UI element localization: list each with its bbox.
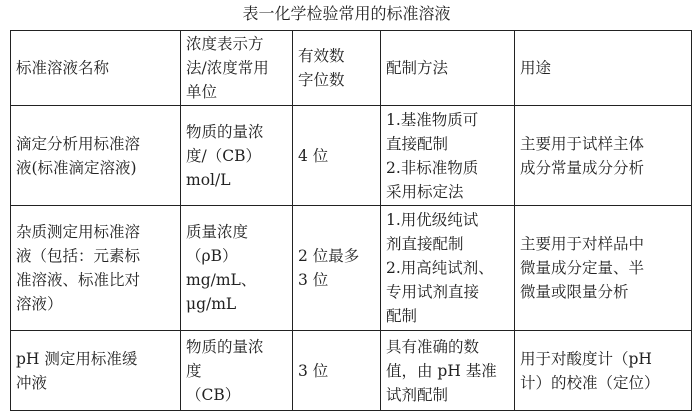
cell-usage: [515, 31, 692, 106]
cell-line: 3 位: [298, 271, 329, 289]
cell-line: 准溶液、标准比对: [16, 271, 141, 289]
cell-line: 1.用优级纯试: [386, 211, 479, 229]
cell-line: 用途: [520, 59, 552, 77]
cell-line: 试剂配制: [386, 385, 449, 404]
table-title: 表一化学检验常用的标准溶液: [242, 4, 451, 23]
cell-line: 4 位: [298, 146, 329, 165]
cell-line: （CB）: [186, 385, 241, 404]
cell-line: μg/mL: [186, 295, 237, 313]
cell-line: 配制方法: [386, 59, 449, 77]
cell-line: 字位数: [298, 71, 345, 89]
cell-name: [11, 206, 181, 331]
cell-preparation: [381, 206, 515, 331]
cell-significant-digits: [293, 206, 381, 331]
cell-line: 主要用于试样主体: [520, 134, 645, 153]
cell-line: 溶液）: [16, 295, 63, 313]
cell-line: 液（包括：元素标: [16, 247, 141, 265]
cell-preparation: [381, 31, 515, 106]
cell-significant-digits: [293, 106, 381, 206]
cell-line: 值，由 pH 基准: [386, 361, 497, 380]
cell-line: 成分常量成分分析: [520, 158, 645, 177]
cell-line: 剂直接配制: [386, 235, 464, 253]
cell-line: 用于对酸度计（pH: [520, 349, 652, 368]
cell-line: 滴定分析用标准溶: [16, 134, 141, 153]
cell-line: 2 位最多: [298, 247, 360, 265]
cell-usage: [515, 106, 692, 206]
cell-line: 主要用于对样品中: [520, 235, 645, 253]
cell-line: 度: [186, 361, 202, 380]
cell-line: 2.用高纯试剂、: [386, 259, 494, 277]
cell-significant-digits: [293, 31, 381, 106]
cell-preparation: [381, 331, 515, 411]
cell-line: 微量成分定量、半: [520, 259, 645, 277]
cell-concentration: [181, 106, 293, 206]
table-row: [11, 106, 692, 206]
cell-usage: [515, 331, 692, 411]
cell-line: 度/（CB）: [186, 146, 261, 165]
table-row: [11, 206, 692, 331]
cell-line: 杂质测定用标准溶: [16, 223, 141, 241]
standard-solutions-table: [10, 30, 692, 411]
cell-line: mg/mL、: [186, 271, 257, 289]
cell-line: mol/L: [186, 170, 231, 189]
cell-line: 3 位: [298, 361, 329, 380]
cell-name: [11, 106, 181, 206]
cell-line: 浓度表示方: [186, 35, 264, 53]
cell-line: 2.非标准物质: [386, 158, 479, 177]
cell-line: 物质的量浓: [186, 337, 264, 356]
cell-line: 配制: [386, 307, 418, 325]
cell-line: 法/浓度常用: [186, 59, 269, 77]
cell-concentration: [181, 331, 293, 411]
cell-line: 冲液: [16, 373, 48, 392]
cell-line: 单位: [186, 83, 218, 101]
header-row: [11, 31, 692, 106]
cell-line: pH 测定用标准缓: [16, 349, 138, 368]
cell-line: 1.基准物质可: [386, 110, 479, 129]
cell-line: 具有准确的数: [386, 337, 480, 356]
cell-line: 液(标准滴定溶液): [16, 158, 137, 177]
cell-line: 专用试剂直接: [386, 283, 480, 301]
cell-line: 微量或限量分析: [520, 283, 629, 301]
cell-preparation: [381, 106, 515, 206]
cell-significant-digits: [293, 331, 381, 411]
table-row: [11, 331, 692, 411]
cell-line: 采用标定法: [386, 182, 464, 201]
cell-line: 直接配制: [386, 134, 449, 153]
cell-line: 物质的量浓: [186, 122, 264, 141]
cell-line: 标准溶液名称: [16, 59, 110, 77]
cell-usage: [515, 206, 692, 331]
cell-line: 有效数: [298, 47, 345, 65]
cell-name: [11, 331, 181, 411]
cell-line: （ρB）: [186, 247, 238, 265]
cell-line: 质量浓度: [186, 223, 249, 241]
cell-concentration: [181, 31, 293, 106]
cell-name: [11, 31, 181, 106]
cell-concentration: [181, 206, 293, 331]
cell-line: 计）的校准（定位）: [520, 373, 660, 392]
